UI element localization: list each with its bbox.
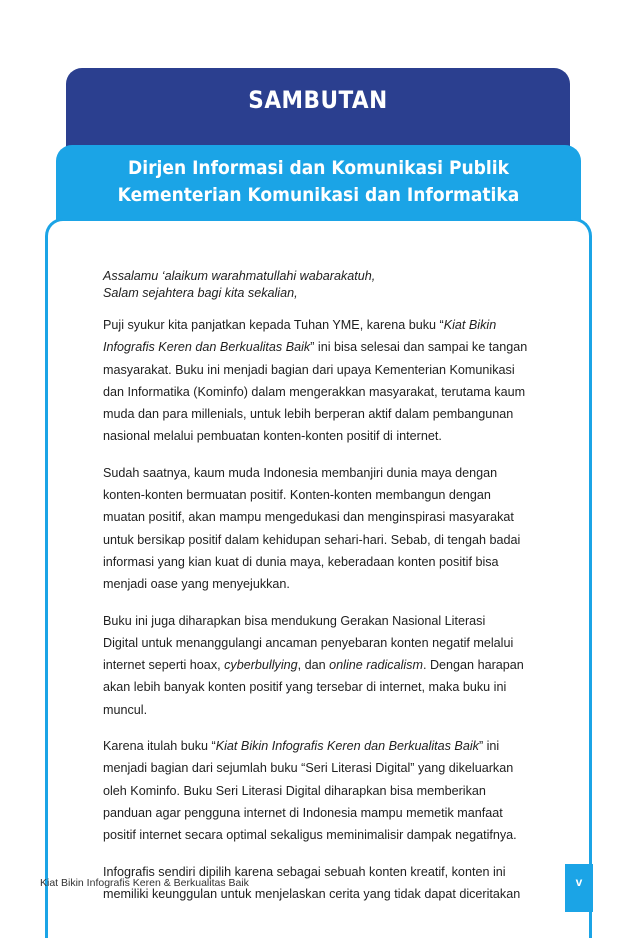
salutation-line-1: Assalamu ‘alaikum warahmatullahi wabarakatuh, (103, 269, 376, 283)
text-run: , dan (297, 658, 330, 673)
paragraph-line: muatan positif, akan mampu mengedukasi dan menginspirasi masyarakat (103, 510, 514, 525)
page-subtitle (56, 155, 581, 209)
paragraph-line: konten-konten bermuatan positif. Konten-konten membangun dengan (103, 488, 491, 503)
text-run: . Dengan harapan (422, 658, 524, 673)
paragraph-line (103, 654, 543, 676)
text-run: internet seperti hoax, (103, 658, 225, 673)
italic-run: Kiat Bikin (443, 318, 497, 332)
paragraph-line: nasional melalui pembuatan konten-konten positif di internet. (103, 429, 442, 444)
salutation-line-2: Salam sejahtera bagi kita sekalian, (103, 286, 298, 300)
footer-book-title: Kiat Bikin Infografis Keren & Berkualitas Baik (40, 877, 249, 889)
paragraph-line (103, 336, 543, 358)
text-run: Puji syukur kita panjatkan kepada Tuhan YME, karena buku “ (103, 318, 444, 332)
subtitle-line-1: Dirjen Informasi dan Komunikasi Publik (128, 157, 509, 179)
text-run: Karena itulah buku “ (103, 739, 216, 754)
paragraph-line: oleh Kominfo. Buku Seri Literasi Digital diharapkan bisa memberikan (103, 783, 486, 798)
paragraph-line: menjadi oase yang menyejukkan. (103, 577, 290, 592)
paragraph-line: untuk bersikap positif dalam kehidupan sehari-hari. Sebab, di tengah badai (103, 532, 521, 547)
text-run: ” ini bisa selesai dan sampai ke tangan (310, 340, 528, 355)
paragraph-3 (103, 610, 543, 721)
paragraph-line: menjadi bagian dari sejumlah buku “Seri Literasi Digital” yang dikeluarkan (103, 761, 514, 776)
paragraph-line: muncul. (103, 702, 148, 717)
paragraph-line: Infografis sendiri dipilih karena sebagai sebuah konten kreatif, konten ini (103, 864, 506, 879)
paragraph-line: Sudah saatnya, kaum muda Indonesia membanjiri dunia maya dengan (103, 465, 498, 480)
paragraph-2 (103, 462, 543, 596)
text-run: ” ini (478, 739, 500, 754)
page-title: SAMBUTAN (248, 86, 388, 114)
italic-run: Kiat Bikin Infografis Keren dan Berkualitas Baik (215, 739, 479, 754)
paragraph-line: dan Informatika (Kominfo) dalam mengerakkan masyarakat, terutama kaum (103, 384, 526, 399)
paragraph-line: positif internet secara optimal sekaligus meminimalisir dampak negatifnya. (103, 828, 517, 843)
italic-run: Infografis Keren dan Berkualitas Baik (103, 340, 311, 355)
italic-run: cyberbullying (224, 658, 298, 673)
subtitle-line-2: Kementerian Komunikasi dan Informatika (117, 184, 520, 206)
paragraph-4 (103, 735, 543, 846)
paragraph-1 (103, 314, 543, 448)
paragraph-line: muda dan para millenials, untuk lebih berperan aktif dalam pembangunan (103, 407, 514, 422)
italic-run: online radicalism (329, 658, 423, 673)
paragraph-line: masyarakat. Buku ini menjadi bagian dari upaya Kementerian Komunikasi (103, 362, 515, 377)
paragraph-line: akan lebih banyak konten positif yang tersebar di internet, maka buku ini (103, 680, 507, 695)
paragraph-line: panduan agar pengguna internet di Indonesia mampu memetik manfaat (103, 805, 503, 820)
paragraph-line: Buku ini juga diharapkan bisa mendukung Gerakan Nasional Literasi (103, 613, 486, 628)
body-text (103, 268, 543, 919)
salutation (103, 268, 543, 302)
paragraph-line: Digital untuk menanggulangi ancaman penyebaran konten negatif melalui (103, 635, 514, 650)
paragraph-line: informasi yang kian kuat di dunia maya, keberadaan konten positif bisa (103, 554, 499, 569)
page-number-badge: v (565, 864, 593, 912)
paragraph-line (103, 735, 543, 757)
paragraph-line (103, 314, 543, 336)
paragraph-line: memiliki keunggulan untuk menjelaskan cerita yang tidak dapat diceritakan (103, 886, 521, 901)
